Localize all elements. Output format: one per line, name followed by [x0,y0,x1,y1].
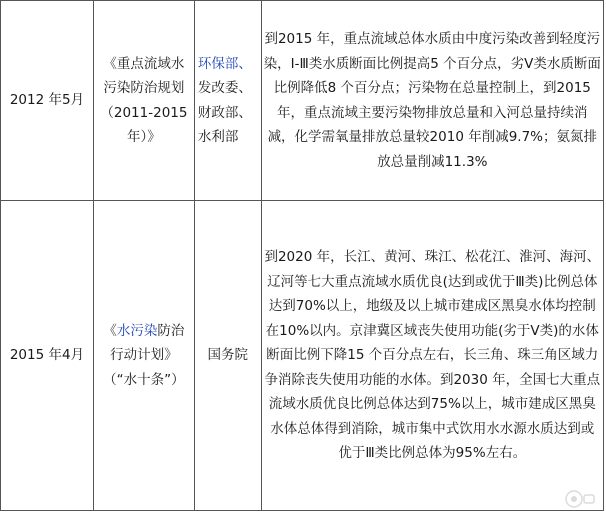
title-cell [93,201,194,511]
policy-content: 到2015 年，重点流域总体水质由中度污染改善到轻度污染，Ⅰ-Ⅲ类水质断面比例提高5 个百分点，劣Ⅴ类水质断面比例降低8 个百分点；污染物在总量控制上，到2015 年，重点流域主要污染物排放总量和入河总量持续消减，化学需氧量排放总量较2010 年削减9.7%；氨氮排放总量削减11.3% [263,31,601,170]
date-text: 2015 年4月 [9,347,85,364]
date-text: 2012 年5月 [9,92,85,109]
title-cell [93,1,194,201]
department-text: 国务院 [207,347,248,364]
title-suffix: 防治行动计划》（“水十条”） [103,322,185,388]
watermark-logo-icon [564,489,596,509]
content-cell [261,201,603,511]
policy-title: 《重点流域水污染防治规划（2011-2015年）》 [100,55,188,145]
department-text [195,52,261,150]
department-rest: 发改委、财政部、水利部 [197,80,252,145]
policy-content: 到2020 年，长江、黄河、珠江、松花江、淮河、海河、辽河等七大重点流域水质优良(达到或优于Ⅲ类)比例总体达到70%以上，地级及以上城市建成区黑臭水体均控制在10%以内。京津冀区域丧失使用功能(劣于Ⅴ类)的水体断面比例下降15 个百分点左右，长三角、珠三角区域力争消除丧失使用功能的水体。到2030 年，全国七大重点流域水质优良比例总体达到75%以上，城市建成区黑臭水体总体得到消除，城市集中式饮用水水源水质达到或优于Ⅲ类比例总体为95%左右。 [264,249,601,462]
department-link[interactable]: 环保部、 [197,55,252,72]
date-cell [1,201,94,511]
title-link[interactable]: 水污染 [116,322,158,339]
title-prefix: 《 [103,322,117,339]
table-row [1,1,604,201]
department-cell [194,1,261,201]
department-cell [194,201,261,511]
table-row [1,201,604,511]
date-cell [1,1,94,201]
policy-title [94,319,194,393]
content-cell [261,1,603,201]
